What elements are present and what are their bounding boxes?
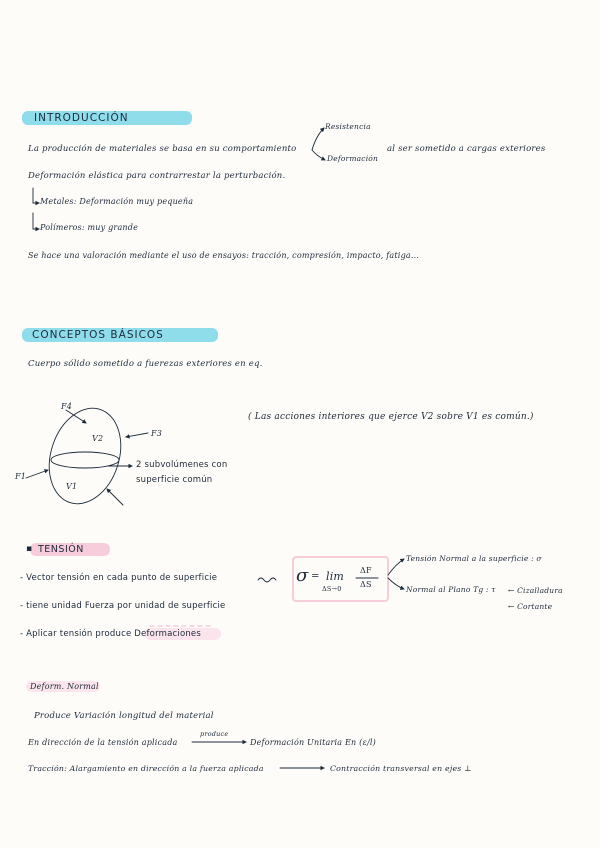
fig-note2: superficie común (136, 475, 213, 485)
formula-branch-up (388, 559, 404, 575)
formula-lim: lim (326, 570, 345, 583)
intro-line2: Deformación elástica para contrarrestar la perturbación. (28, 171, 286, 181)
fig-label-f1: F1 (15, 472, 27, 481)
branch-arrow-up (312, 128, 324, 150)
intro-bullet-polimeros: Polímeros: muy grande (40, 223, 139, 232)
intro-bullet-metales: Metales: Deformación muy pequeña (40, 197, 194, 206)
tension-right1: Tensión Normal a la superficie : σ (406, 554, 542, 563)
deform-line2-a: En dirección de la tensión aplicada (28, 738, 178, 747)
formula-eq: = (311, 571, 320, 582)
intro-line1-b: al ser sometido a cargas exteriores (387, 144, 546, 154)
formula-den: ΔS (360, 580, 372, 589)
conceptos-line1: Cuerpo sólido sometido a fuerezas exteriores en eq. (28, 359, 263, 369)
squiggle (258, 578, 276, 582)
intro-line1-a: La producción de materiales se basa en su comportamiento (28, 144, 297, 154)
fig-label-f4: F4 (61, 402, 73, 411)
intro-title: INTRODUCCIÓN (34, 112, 129, 124)
fig-label-v2: V2 (92, 434, 104, 443)
bullet-hook-metales (33, 188, 39, 203)
bullet-hook-polimeros (33, 213, 39, 229)
deform-line2-b: Deformación Unitaria En (ε/l) (250, 738, 376, 747)
formula-sigma: σ (296, 565, 309, 586)
deform-line1: Produce Variación longitud del material (34, 711, 214, 721)
branch-arrow-down (312, 150, 325, 160)
arrow-f3 (126, 433, 148, 437)
tension-bullet2: - tiene unidad Fuerza por unidad de superficie (20, 601, 226, 611)
deform-title: Deform. Normal (30, 682, 99, 691)
formula-branch-down (388, 578, 404, 589)
fig-note1: 2 subvolúmenes con (136, 460, 228, 470)
branch-resistencia: Resistencia (325, 122, 371, 131)
tension-bullet3: - Aplicar tensión produce Deformaciones (20, 629, 201, 639)
tension-right4: ← Cortante (508, 602, 553, 611)
branch-deformacion: Deformación (327, 154, 379, 163)
deform-line3-b: Contracción transversal en ejes ⊥ (330, 764, 472, 773)
arrow-f4 (66, 410, 86, 423)
arrow-bottom (107, 489, 123, 505)
formula-sub: ΔS→0 (322, 585, 342, 593)
deform-line2-over: produce (200, 730, 229, 738)
conceptos-aside: ( Las acciones interiores que ejerce V2 sobre V1 es común.) (248, 412, 534, 422)
fig-label-f3: F3 (151, 429, 163, 438)
tension-right2: Normal al Plano Tg : τ (406, 585, 496, 594)
formula-num: ΔF (360, 566, 372, 575)
tension-right3: ← Cizalladura (508, 586, 563, 595)
intro-line3: Se hace una valoración mediante el uso de ensayos: tracción, compresión, impacto, fatiga... (28, 251, 420, 260)
deform-line3-a: Tracción: Alargamiento en dirección a la fuerza aplicada (28, 764, 264, 773)
fig-label-v1: V1 (66, 482, 78, 491)
tension-title: TENSIÓN (38, 544, 84, 555)
tension-bullet-dot: ▪ (26, 544, 33, 554)
tension-bullet1: - Vector tensión en cada punto de superficie (20, 573, 218, 583)
arrow-f1 (26, 470, 48, 478)
body-ellipse (38, 399, 133, 513)
conceptos-title: CONCEPTOS BÁSICOS (32, 329, 164, 341)
